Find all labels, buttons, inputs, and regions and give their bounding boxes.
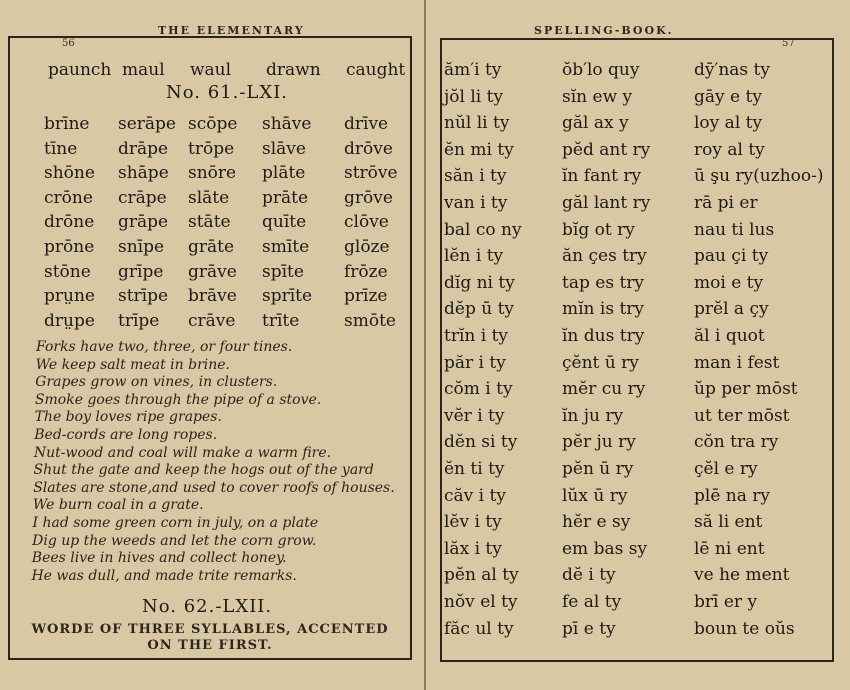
word: prṳne: [44, 286, 95, 307]
word: ăm′i ty: [444, 60, 502, 80]
word: shāpe: [118, 163, 169, 184]
word: ū şu ry(uzhoo-): [694, 166, 824, 187]
sentence: I had some green corn in july, on a plate: [32, 515, 319, 531]
word: snōre: [188, 163, 237, 184]
lesson-62-row: [426, 271, 850, 295]
word: çĕnt ū ry: [562, 352, 639, 373]
word: pĕn ū ry: [562, 459, 634, 479]
sentence: We burn coal in a grate.: [32, 497, 204, 514]
word: lē ni ent: [694, 538, 765, 559]
word: dĭg ni ty: [444, 272, 515, 293]
word: man i fest: [694, 352, 780, 373]
word: jŏl li ty: [444, 86, 504, 107]
word: rā pi er: [694, 193, 758, 213]
word: boun te oŭs: [694, 618, 795, 639]
lesson-62-row: [426, 430, 850, 454]
sentence: Forks have two, three, or four tines.: [36, 339, 293, 355]
word: prōne: [44, 237, 95, 257]
word: gāy e ty: [694, 86, 762, 107]
word: em bas sy: [562, 538, 648, 559]
word: snīpe: [118, 237, 165, 257]
word: nŭl li ty: [444, 113, 510, 134]
word: drāpe: [118, 138, 169, 159]
lesson-62-row: [426, 85, 850, 109]
right-page: [426, 0, 850, 690]
sentence: Dig up the weeds and let the corn grow.: [32, 532, 317, 549]
word: brīne: [44, 114, 90, 134]
word: plē na ry: [694, 485, 771, 506]
word: smīte: [262, 237, 310, 257]
lesson-61-row: [0, 235, 424, 259]
word: drṳpe: [44, 310, 95, 331]
word: frōze: [344, 261, 388, 282]
word: smōte: [344, 310, 396, 331]
word: grāte: [188, 237, 235, 257]
sentence: He was dull, and made trite remarks.: [31, 567, 297, 584]
word: lĕv i ty: [444, 512, 502, 533]
lesson-62-row: [426, 590, 850, 614]
word: van i ty: [444, 193, 508, 213]
word: ŭp per mōst: [694, 379, 798, 400]
lesson-62-subtitle-line2: ON THE FIRST.: [147, 638, 273, 653]
word: lĕn i ty: [444, 246, 504, 267]
word: lŭx ū ry: [562, 485, 628, 506]
word: păr i ty: [444, 352, 506, 373]
word: nŏv el ty: [444, 592, 518, 612]
word: trōpe: [188, 138, 235, 159]
top-word-row: [0, 58, 424, 82]
word: pĕd ant ry: [562, 139, 651, 160]
word: pī e ty: [562, 618, 616, 639]
lesson-62-row: [426, 138, 850, 162]
left-page-number: 56: [62, 38, 75, 49]
sentence: Nut-wood and coal will make a warm fire.: [33, 444, 332, 461]
word: hĕr e sy: [562, 512, 631, 533]
word: caught: [346, 60, 406, 80]
lesson-61-row: [0, 137, 424, 161]
word: trīpe: [118, 310, 160, 331]
word: prāte: [262, 187, 309, 208]
sentence: Bed-cords are long ropes.: [34, 427, 218, 443]
word: shāve: [262, 114, 312, 134]
word: drōve: [344, 138, 393, 159]
word: çĕl e ry: [694, 459, 758, 479]
word: roy al ty: [694, 139, 765, 160]
word: grōve: [344, 187, 393, 208]
lesson-62-row: [426, 191, 850, 215]
sentence: We keep salt meat in brine.: [35, 356, 230, 373]
word: prĕl a çy: [694, 299, 769, 320]
word: moi e ty: [694, 272, 764, 293]
sentence: The boy loves ripe grapes.: [34, 409, 222, 426]
word: stōne: [44, 261, 91, 282]
word: slāve: [262, 138, 306, 159]
word: loy al ty: [694, 113, 763, 134]
word: grāve: [188, 261, 237, 282]
word: ĭn dus try: [562, 326, 645, 346]
word: căv i ty: [444, 485, 506, 506]
word: trĭn i ty: [444, 326, 509, 346]
lesson-61-row: [0, 161, 424, 185]
lesson-62-row: [426, 457, 850, 481]
lesson-62-row: [426, 218, 850, 242]
word: găl ax y: [562, 113, 629, 134]
word: bĭg ot ry: [562, 219, 635, 240]
lesson-62-row: [426, 563, 850, 587]
sentence: Bees live in hives and collect honey.: [31, 550, 287, 567]
sentence: Smoke goes through the pipe of a stove.: [34, 391, 322, 408]
word: dĕn si ty: [444, 432, 518, 453]
word: grīpe: [118, 261, 164, 282]
lesson-62-row: [426, 510, 850, 534]
lesson-62-row: [426, 58, 850, 82]
lesson-62-row: [426, 537, 850, 561]
word: sprīte: [262, 286, 313, 307]
word: ăn çes try: [562, 246, 647, 267]
word: crōne: [44, 187, 93, 208]
word: nau ti lus: [694, 219, 775, 240]
word: făc ul ty: [444, 618, 514, 639]
word: tīne: [44, 138, 78, 159]
word: glōze: [344, 237, 390, 257]
word: crāpe: [118, 187, 167, 208]
lesson-62-title: No. 62.-LXII.: [142, 596, 273, 617]
lesson-62-row: [426, 377, 850, 401]
word: drōne: [44, 212, 95, 233]
sentence: Slates are stone,and used to cover roofs of houses.: [33, 479, 395, 496]
word: tap es try: [562, 272, 645, 293]
word: ĭn ju ry: [562, 405, 624, 426]
right-page-number: 57: [782, 38, 795, 49]
lesson-62-row: [426, 164, 850, 188]
lesson-61-row: [0, 186, 424, 210]
word: bal co ny: [444, 219, 522, 240]
word: clōve: [344, 212, 389, 233]
lesson-62-row: [426, 404, 850, 428]
word: mĕr cu ry: [562, 379, 646, 400]
word: spīte: [262, 261, 304, 282]
lesson-62-row: [426, 297, 850, 321]
lesson-62-row: [426, 484, 850, 508]
word: brāve: [188, 286, 237, 307]
word: sĭn ew y: [562, 86, 633, 107]
word: cŏm i ty: [444, 379, 513, 400]
lesson-61-row: [0, 210, 424, 234]
word: fe al ty: [562, 592, 622, 612]
word: grāpe: [118, 212, 169, 233]
word: maul: [122, 60, 165, 80]
word: ĕn ti ty: [444, 459, 505, 479]
word: paunch: [48, 60, 112, 80]
word: ĕn mi ty: [444, 139, 514, 160]
word: quīte: [262, 212, 307, 233]
word: crāve: [188, 310, 236, 331]
word: slāte: [188, 187, 230, 208]
word: strīpe: [118, 286, 169, 307]
word: drīve: [344, 114, 389, 134]
word: strōve: [344, 163, 398, 184]
lesson-62-row: [426, 244, 850, 268]
lesson-61-row: [0, 284, 424, 308]
word: serāpe: [118, 114, 176, 134]
word: pĕn al ty: [444, 565, 519, 586]
word: să li ent: [694, 512, 763, 533]
left-running-head: THE ELEMENTARY: [158, 24, 305, 37]
word: dȳ′nas ty: [694, 60, 770, 80]
lesson-62-subtitle-line1: WORDE OF THREE SYLLABLES, ACCENTED: [31, 622, 389, 637]
word: mĭn is try: [562, 299, 645, 320]
word: drawn: [266, 60, 321, 80]
lesson-61-title: No. 61.-LXI.: [166, 82, 289, 103]
word: ŏb′lo quy: [562, 60, 640, 80]
lesson-61-row: [0, 260, 424, 284]
word: ĭn fant ry: [562, 166, 642, 187]
word: stāte: [188, 212, 231, 233]
word: plāte: [262, 163, 306, 184]
word: pĕr ju ry: [562, 432, 636, 453]
word: brī er y: [694, 592, 758, 612]
word: scōpe: [188, 114, 238, 134]
lesson-61-row: [0, 112, 424, 136]
lesson-62-row: [426, 351, 850, 375]
word: pau çi ty: [694, 246, 769, 267]
word: săn i ty: [444, 166, 507, 187]
word: lăx i ty: [444, 538, 502, 559]
word: vĕr i ty: [444, 405, 505, 426]
sentence: Shut the gate and keep the hogs out of the yard: [33, 462, 374, 479]
lesson-61-row: [0, 309, 424, 333]
word: prīze: [344, 286, 388, 307]
word: waul: [190, 60, 232, 80]
word: găl lant ry: [562, 193, 651, 213]
word: ăl i quot: [694, 326, 765, 346]
word: dĕp ū ty: [444, 299, 515, 320]
word: trīte: [262, 310, 300, 331]
word: ut ter mōst: [694, 405, 790, 426]
right-running-head: SPELLING-BOOK.: [534, 24, 674, 37]
word: cŏn tra ry: [694, 432, 779, 453]
sentence: Grapes grow on vines, in clusters.: [35, 374, 278, 391]
word: shōne: [44, 163, 95, 184]
lesson-62-row: [426, 111, 850, 135]
lesson-62-row: [426, 617, 850, 641]
lesson-62-row: [426, 324, 850, 348]
word: dĕ i ty: [562, 565, 616, 586]
word: ve he ment: [694, 565, 790, 586]
